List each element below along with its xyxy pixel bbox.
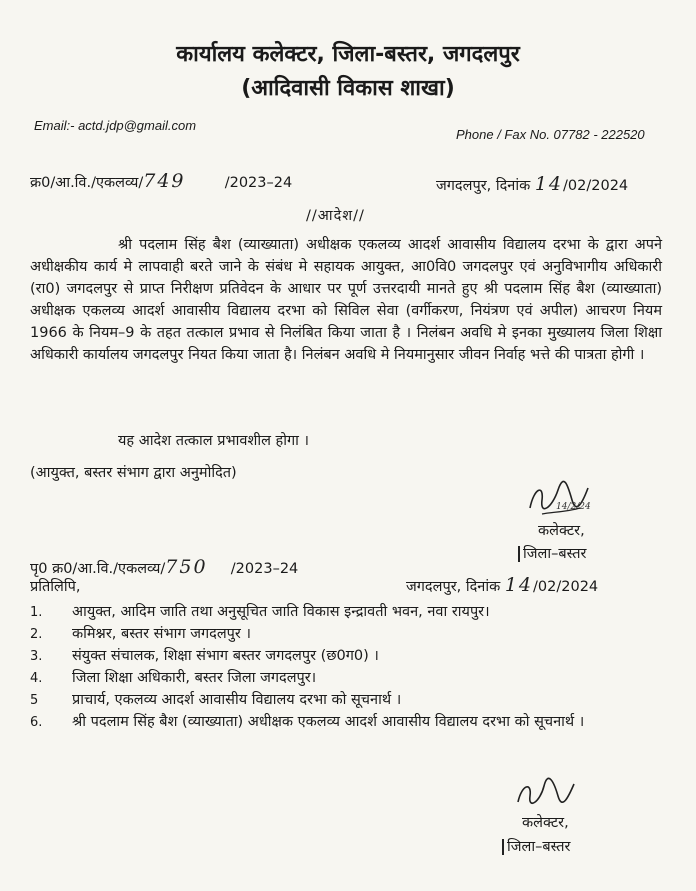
approval-note: (आयुक्त, बस्तर संभाग द्वारा अनुमोदित) (30, 465, 237, 481)
signatory-1-district-text: जिला–बस्तर (518, 546, 586, 562)
list-item-text: कमिश्नर, बस्तर संभाग जगदलपुर । (72, 626, 251, 642)
end-ref-prefix: पृ0 क्र0/आ.वि./एकलव्य/ (30, 561, 166, 577)
list-item-text: प्राचार्य, एकलव्य आदर्श आवासीय विद्यालय दरभा को सूचनार्थ । (72, 692, 402, 708)
list-item-text: श्री पदलाम सिंह बैश (व्याख्याता) अधीक्षक एकलव्य आदर्श आवासीय विद्यालय दरभा को सूचनार्थ । (72, 714, 585, 730)
ref-number: 749 (143, 170, 186, 192)
list-item (30, 690, 670, 712)
date-label: जगदलपुर, दिनांक (436, 178, 531, 194)
phone-fax: Phone / Fax No. 07782 - 222520 (456, 127, 645, 142)
signatory-1-district (518, 543, 586, 563)
signatory-2-district-text: जिला–बस्तर (502, 839, 570, 855)
list-item-number: 5 (30, 693, 39, 708)
end-date-label: जगदलपुर, दिनांक (406, 579, 501, 595)
ref-year: /2023–24 (224, 175, 293, 191)
endorsement-reference (30, 556, 298, 578)
order-body-text: श्री पदलाम सिंह बैश (व्याख्याता) अधीक्षक एकलव्य आदर्श आवासीय विद्यालय दरभा के द्वारा अपने अधीक्षकीय कार्य मे लापवाही बरते जाने के संबंध मे सहायक आयुक्त, आ0वि0 जगदलपुर एवं अनुविभागीय अधिकारी (रा0) जगदलपुर से प्राप्त निरीक्षण प्रतिवेदन के आधार पर पूर्ण उत्तरदायी मानते हुए श्री पदलाम सिंह बैश (व्याख्याता) अधीक्षक एकलव्य आदर्श आवासीय विद्यालय दरभा को सिविल सेवा (वर्गीकरण, नियंत्रण एवं अपील) आचरण नियम 1966 के नियम–9 के तहत तत्काल प्रभाव से निलंबित किया जाता है । निलंबन अवधि मे इनका मुख्यालय जिला शिक्षा अधिकारी कार्यालय जगदलपुर नियत किया जाता है। निलंबन अवधि मे नियमानुसार जीवन निर्वाह भत्ते की पात्रता होगी । (30, 237, 662, 363)
email-label: Email:- (34, 118, 75, 133)
signature-1 (522, 478, 602, 524)
office-title: कार्यालय कलेक्टर, जिला-बस्तर, जगदलपुर (176, 42, 520, 67)
list-item (30, 668, 670, 690)
end-date-day: 14 (504, 574, 534, 596)
ref-prefix: क्र0/आ.वि./एकलव्य/ (30, 175, 144, 191)
end-ref-year: /2023–24 (230, 561, 299, 577)
email-line (34, 118, 196, 133)
order-date (436, 173, 628, 195)
copy-list (30, 602, 670, 733)
signature-1-scribble (522, 478, 602, 524)
signature-2 (512, 776, 582, 812)
effective-statement: यह आदेश तत्काल प्रभावशील होगा । (118, 433, 310, 449)
list-item-number: 6. (30, 715, 43, 730)
date-rest: /02/2024 (563, 178, 629, 194)
copy-label: प्रतिलिपि, (30, 579, 81, 595)
list-item-text: आयुक्त, आदिम जाति तथा अनुसूचित जाति विकास इन्द्रावती भवन, नवा रायपुर। (72, 604, 490, 620)
order-body (30, 234, 662, 366)
signature-2-scribble (512, 776, 582, 812)
email-address: actd.jdp@gmail.com (78, 118, 197, 133)
list-item-number: 1. (30, 605, 43, 620)
list-item (30, 712, 662, 733)
signatory-1-title: कलेक्टर, (538, 523, 585, 539)
order-heading: //आदेश// (306, 208, 365, 224)
end-date-rest: /02/2024 (533, 579, 599, 595)
list-item-number: 4. (30, 671, 43, 686)
list-item-text: जिला शिक्षा अधिकारी, बस्तर जिला जगदलपुर। (72, 670, 317, 686)
list-item (30, 646, 670, 668)
branch-title: (आदिवासी विकास शाखा) (241, 76, 455, 101)
signature-1-date: 14/2/24 (556, 502, 591, 512)
signatory-2-district (502, 836, 570, 856)
order-reference (30, 170, 292, 192)
signatory-2-title: कलेक्टर, (522, 815, 569, 831)
list-item-text: संयुक्त संचालक, शिक्षा संभाग बस्तर जगदलपुर (छ0ग0) । (72, 648, 379, 664)
date-day: 14 (534, 173, 564, 195)
end-ref-number: 750 (165, 556, 208, 578)
list-item (30, 624, 670, 646)
endorsement-date (406, 574, 598, 596)
list-item (30, 602, 670, 624)
list-item-number: 2. (30, 627, 43, 642)
list-item-number: 3. (30, 649, 43, 664)
